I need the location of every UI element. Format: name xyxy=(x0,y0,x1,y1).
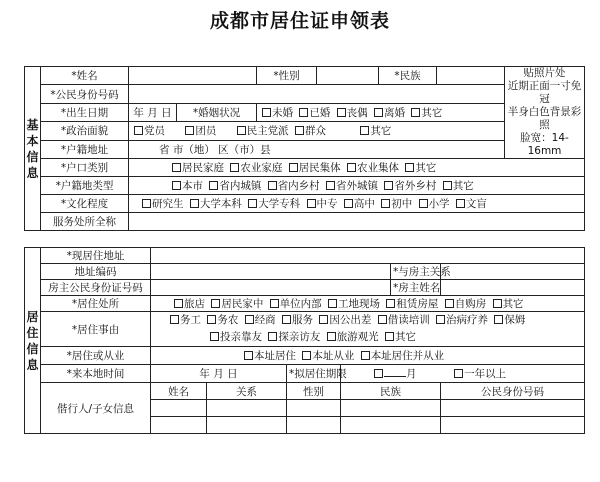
birth-date-label: *出生日期 xyxy=(41,103,129,121)
companion-header-relation: 关系 xyxy=(207,383,287,400)
residence-reason-option[interactable]: 旅游观光 xyxy=(324,329,379,346)
checkbox-icon xyxy=(445,299,454,308)
education-option[interactable]: 中专 xyxy=(304,196,338,211)
checkbox-icon xyxy=(494,315,503,324)
checkbox-icon xyxy=(245,315,254,324)
checkbox-icon xyxy=(210,332,219,341)
residence-place-options xyxy=(151,296,585,312)
hukou-type-option[interactable]: 其它 xyxy=(402,160,436,175)
political-option[interactable]: 党员 xyxy=(131,123,165,138)
residence-reason-option[interactable]: 其它 xyxy=(382,329,416,346)
checkbox-icon xyxy=(299,108,308,117)
residence-reason-label: *居住事由 xyxy=(41,312,151,347)
residence-reason-option[interactable]: 务农 xyxy=(204,312,238,329)
marital-option[interactable]: 丧偶 xyxy=(334,105,368,120)
checkbox-icon xyxy=(361,351,370,360)
hukou-location-option[interactable]: 省内乡村 xyxy=(265,178,320,193)
residence-reason-option[interactable]: 借读培训 xyxy=(375,312,430,329)
ethnicity-label: *民族 xyxy=(379,67,437,85)
checkbox-icon xyxy=(344,199,353,208)
residence-reason-option[interactable]: 投亲靠友 xyxy=(207,329,262,346)
checkbox-icon xyxy=(295,126,304,135)
residence-section-label: 居住信息 xyxy=(25,248,41,434)
id-number-field[interactable] xyxy=(129,85,505,103)
checkbox-icon xyxy=(211,299,220,308)
checkbox-icon xyxy=(493,299,502,308)
photo-area xyxy=(505,67,585,159)
companion-header-ethnicity: 民族 xyxy=(341,383,441,400)
marital-option[interactable]: 已婚 xyxy=(296,105,330,120)
household-address-label: *户籍地址 xyxy=(41,140,129,158)
education-option[interactable]: 小学 xyxy=(416,196,450,211)
residence-place-option[interactable]: 自购房 xyxy=(442,296,487,311)
companion-cell[interactable] xyxy=(287,400,341,417)
residence-place-option[interactable]: 居民家中 xyxy=(208,296,263,311)
companion-header-gender: 性别 xyxy=(287,383,341,400)
residence-reason-option[interactable]: 治病疗养 xyxy=(433,312,488,329)
checkbox-icon xyxy=(327,332,336,341)
checkbox-icon xyxy=(405,163,414,172)
political-label: *政治面貌 xyxy=(41,122,129,140)
companion-cell[interactable] xyxy=(441,417,585,434)
live-or-work-option[interactable]: 本址从业 xyxy=(299,348,354,363)
checkbox-icon xyxy=(174,299,183,308)
checkbox-icon xyxy=(381,199,390,208)
marital-option[interactable]: 未婚 xyxy=(259,105,293,120)
checkbox-icon xyxy=(237,126,246,135)
checkbox-icon xyxy=(337,108,346,117)
companions-label: 偕行人/子女信息 xyxy=(41,383,151,434)
hukou-location-option[interactable]: 本市 xyxy=(169,178,203,193)
photo-text-2: 近期正面一寸免冠 xyxy=(507,80,582,105)
residence-reason-option[interactable]: 因公出差 xyxy=(316,312,371,329)
companion-cell[interactable] xyxy=(151,417,207,434)
id-number-label: *公民身份号码 xyxy=(41,85,129,103)
gender-field[interactable] xyxy=(317,67,379,85)
current-address-field[interactable] xyxy=(151,248,585,264)
education-label: *文化程度 xyxy=(41,195,129,213)
owner-name-field[interactable] xyxy=(441,280,585,296)
hukou-type-options xyxy=(129,159,585,177)
service-office-label: 服务处所全称 xyxy=(41,213,129,231)
checkbox-icon xyxy=(230,163,239,172)
checkbox-icon xyxy=(374,108,383,117)
checkbox-icon xyxy=(319,315,328,324)
current-address-label: *现居住地址 xyxy=(41,248,151,264)
checkbox-icon xyxy=(328,299,337,308)
residence-place-option[interactable]: 租赁房屋 xyxy=(383,296,438,311)
checkbox-icon xyxy=(207,315,216,324)
marital-option[interactable]: 其它 xyxy=(408,105,442,120)
companion-cell[interactable] xyxy=(341,400,441,417)
political-option[interactable]: 民主党派 xyxy=(234,123,289,138)
checkbox-icon xyxy=(185,126,194,135)
duration-year-option[interactable]: 一年以上 xyxy=(451,366,506,381)
checkbox-icon xyxy=(244,351,253,360)
checkbox-icon xyxy=(374,369,383,378)
residence-place-option[interactable]: 其它 xyxy=(490,296,524,311)
ethnicity-field[interactable] xyxy=(437,67,505,85)
checkbox-icon xyxy=(142,199,151,208)
gender-label: *性别 xyxy=(257,67,317,85)
education-option[interactable]: 初中 xyxy=(378,196,412,211)
checkbox-icon xyxy=(326,181,335,190)
checkbox-icon xyxy=(454,369,463,378)
residence-place-label: *居住处所 xyxy=(41,296,151,312)
photo-text-1: 贴照片处 xyxy=(523,67,566,79)
companion-cell[interactable] xyxy=(341,417,441,434)
checkbox-icon xyxy=(209,181,218,190)
education-option[interactable]: 研究生 xyxy=(139,196,184,211)
owner-relation-label: *与房主关系 xyxy=(391,264,441,280)
live-or-work-options xyxy=(151,347,585,365)
checkbox-icon xyxy=(386,299,395,308)
hukou-location-option[interactable]: 省内城镇 xyxy=(206,178,261,193)
checkbox-icon xyxy=(268,181,277,190)
political-option[interactable]: 其它 xyxy=(357,123,391,138)
companion-cell[interactable] xyxy=(207,400,287,417)
residence-reason-option[interactable]: 务工 xyxy=(167,312,201,329)
checkbox-icon xyxy=(456,199,465,208)
checkbox-icon xyxy=(419,199,428,208)
residence-reason-option[interactable]: 服务 xyxy=(279,312,313,329)
marital-option[interactable]: 离婚 xyxy=(371,105,405,120)
hukou-type-option[interactable]: 居民家庭 xyxy=(169,160,224,175)
arrival-time-field[interactable]: 年 月 日 xyxy=(151,365,287,383)
arrival-time-label: *来本地时间 xyxy=(41,365,151,383)
education-options xyxy=(129,195,585,213)
form-title: 成都市居住证申领表 xyxy=(209,10,390,32)
residence-reason-option[interactable]: 探亲访友 xyxy=(265,329,320,346)
checkbox-icon xyxy=(436,315,445,324)
photo-text-4: 脸宽：14-16mm xyxy=(520,132,569,157)
birth-date-field[interactable]: 年 月 日 xyxy=(129,103,177,121)
companion-header-id: 公民身份号码 xyxy=(441,383,585,400)
political-option[interactable]: 群众 xyxy=(292,123,326,138)
planned-duration-label: *拟居住期限 xyxy=(287,365,341,383)
owner-relation-field[interactable] xyxy=(441,264,585,280)
live-or-work-label: *居住或从业 xyxy=(41,347,151,365)
checkbox-icon xyxy=(248,199,257,208)
live-or-work-option[interactable]: 本址居住并从业 xyxy=(358,348,445,363)
checkbox-icon xyxy=(270,299,279,308)
checkbox-icon xyxy=(134,126,143,135)
checkbox-icon xyxy=(172,163,181,172)
political-options xyxy=(129,122,505,140)
political-option[interactable]: 团员 xyxy=(182,123,216,138)
education-option[interactable]: 高中 xyxy=(341,196,375,211)
residence-place-option[interactable]: 单位内部 xyxy=(267,296,322,311)
hukou-type-option[interactable]: 农业集体 xyxy=(344,160,399,175)
household-address-field[interactable]: 省 市（地） 区（市）县 xyxy=(129,140,505,158)
checkbox-icon xyxy=(262,108,271,117)
address-code-label: 地址编码 xyxy=(41,264,151,280)
checkbox-icon xyxy=(443,181,452,190)
address-code-field[interactable] xyxy=(151,264,391,280)
checkbox-icon xyxy=(302,351,311,360)
companion-cell[interactable] xyxy=(207,417,287,434)
checkbox-icon xyxy=(190,199,199,208)
hukou-location-option[interactable]: 省外乡村 xyxy=(381,178,436,193)
owner-name-label: *房主姓名 xyxy=(391,280,441,296)
companion-cell[interactable] xyxy=(287,417,341,434)
hukou-location-option[interactable]: 省外城镇 xyxy=(323,178,378,193)
education-option[interactable]: 大学本科 xyxy=(187,196,242,211)
hukou-location-option[interactable]: 其它 xyxy=(440,178,474,193)
photo-text-3: 半身白色背景彩照 xyxy=(507,106,582,131)
owner-id-field[interactable] xyxy=(151,280,391,296)
residence-reason-option[interactable]: 保姆 xyxy=(491,312,525,329)
residence-reason-option[interactable]: 经商 xyxy=(242,312,276,329)
checkbox-icon xyxy=(347,163,356,172)
checkbox-icon xyxy=(307,199,316,208)
residence-reason-options xyxy=(151,312,585,347)
residence-place-option[interactable]: 旅店 xyxy=(171,296,205,311)
checkbox-icon xyxy=(411,108,420,117)
hukou-location-options xyxy=(129,177,585,195)
residence-info-table xyxy=(24,247,585,434)
marital-options xyxy=(257,103,505,121)
companion-cell[interactable] xyxy=(151,400,207,417)
checkbox-icon xyxy=(172,181,181,190)
checkbox-icon xyxy=(378,315,387,324)
hukou-type-option[interactable]: 居民集体 xyxy=(286,160,341,175)
residence-place-option[interactable]: 工地现场 xyxy=(325,296,380,311)
checkbox-icon xyxy=(384,181,393,190)
companion-cell[interactable] xyxy=(441,400,585,417)
education-option[interactable]: 大学专科 xyxy=(245,196,300,211)
service-office-field[interactable] xyxy=(129,213,585,231)
checkbox-icon xyxy=(282,315,291,324)
live-or-work-option[interactable]: 本址居住 xyxy=(241,348,296,363)
owner-id-label: 房主公民身份证号码 xyxy=(41,280,151,296)
name-label: *姓名 xyxy=(41,67,129,85)
marital-status-label: *婚姻状况 xyxy=(177,103,257,121)
basic-section-label: 基本信息 xyxy=(25,67,41,231)
checkbox-icon xyxy=(289,163,298,172)
hukou-type-option[interactable]: 农业家庭 xyxy=(227,160,282,175)
checkbox-icon xyxy=(360,126,369,135)
checkbox-icon xyxy=(170,315,179,324)
hukou-type-label: *户口类别 xyxy=(41,159,129,177)
checkbox-icon xyxy=(268,332,277,341)
basic-info-table xyxy=(24,66,585,231)
checkbox-icon xyxy=(385,332,394,341)
duration-month-option[interactable]: 月 xyxy=(371,366,417,381)
name-field[interactable] xyxy=(129,67,257,85)
education-option[interactable]: 文盲 xyxy=(453,196,487,211)
planned-duration-options xyxy=(341,365,585,383)
companion-header-name: 姓名 xyxy=(151,383,207,400)
hukou-location-label: *户籍地类型 xyxy=(41,177,129,195)
